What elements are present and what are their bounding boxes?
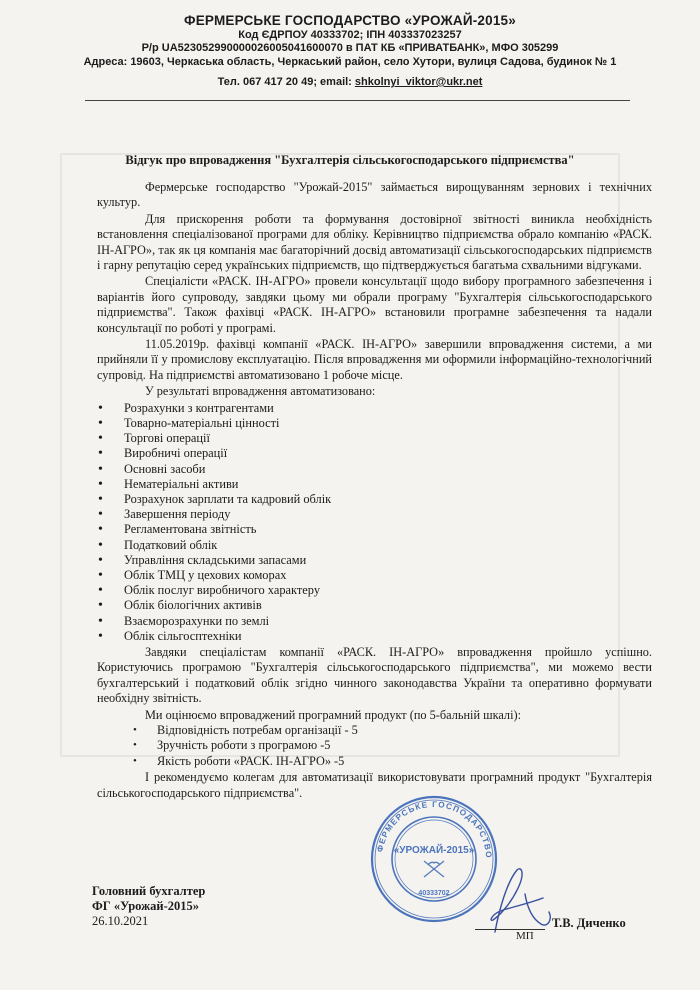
list-item: • Розрахунок зарплати та кадровий облік bbox=[120, 492, 652, 507]
list-item: • Облік послуг виробничого характеру bbox=[120, 583, 652, 598]
stamp-outer-text: ФЕРМЕРСЬКЕ ГОСПОДАРСТВО bbox=[375, 799, 494, 860]
paragraph: 11.05.2019р. фахівці компанії «РАСК. ІН-АГРО» завершили впровадження системи, а ми прийняли її у промислову експлуатацію. Після впровадження ми оформили інформаційно-технологічний супровід. На підприємстві автоматизовано 1 робоче місце. bbox=[97, 337, 652, 382]
list-item: • Облік біологічних активів bbox=[120, 598, 652, 613]
contact-line bbox=[0, 76, 700, 88]
list-item: • Управління складськими запасами bbox=[120, 553, 652, 568]
list-item: • Регламентована звітність bbox=[120, 522, 652, 537]
signer-position: Головний бухгалтер bbox=[92, 884, 206, 898]
paragraph: Для прискорення роботи та формування достовірної звітності виникла необхідність встановлення спеціалізованої програми для обліку. Керівництво підприємства обрало компанію «РАСК. ІН-АГРО», так як ця компанія має багаторічний досвід автоматизації сільськогосподарських підприємств і гарну репутацію серед українських підприємств, що підтверджується багатьма схвальними відгуками. bbox=[97, 211, 652, 273]
list-item: • Облік сільгосптехніки bbox=[120, 629, 652, 644]
recommendation: І рекомендуємо колегам для автоматизації використовувати програмний продукт "Бухгалтерія сільськогосподарського підприємства". bbox=[97, 770, 652, 800]
document-title: Відгук про впровадження "Бухгалтерія сільськогосподарського підприємства" bbox=[125, 153, 575, 167]
phone-text: Тел. 067 417 20 49; email: bbox=[217, 76, 355, 88]
signature-block bbox=[92, 884, 205, 929]
list-item: • Облік ТМЦ у цехових коморах bbox=[120, 568, 652, 583]
company-codes: Код ЄДРПОУ 40333702; ІПН 403337023257 bbox=[238, 29, 462, 41]
list-item: • Завершення періоду bbox=[120, 507, 652, 522]
rating-item: • Якість роботи «РАСК. ІН-АГРО» -5 bbox=[157, 754, 652, 769]
signer-organization: ФГ «Урожай-2015» bbox=[92, 899, 200, 913]
signer-name: Т.В. Диченко bbox=[552, 916, 626, 930]
document-date: 26.10.2021 bbox=[92, 914, 149, 928]
ratings-list bbox=[97, 723, 652, 769]
document-body bbox=[97, 180, 652, 801]
letterhead-divider bbox=[85, 100, 630, 101]
email-link: shkolnyi_viktor@ukr.net bbox=[354, 76, 483, 88]
list-item: • Виробничі операції bbox=[120, 446, 652, 461]
list-item: • Розрахунки з контрагентами bbox=[120, 401, 652, 416]
letterhead bbox=[0, 13, 700, 88]
list-item: • Взаєморозрахунки по землі bbox=[120, 614, 652, 629]
paragraph: Фермерське господарство "Урожай-2015" займається вирощуванням зернових і технічних культур. bbox=[97, 180, 652, 210]
list-item: • Торгові операції bbox=[120, 431, 652, 446]
bank-details: Р/р UA523052990000026005041600070 в ПАТ КБ «ПРИВАТБАНК», МФО 305299 bbox=[141, 42, 559, 54]
list-item: • Податковий облік bbox=[120, 538, 652, 553]
list-item: • Нематеріальні активи bbox=[120, 477, 652, 492]
company-address: Адреса: 19603, Черкаська область, Черкаський район, село Хутори, вулиця Садова, будинок № 1 bbox=[83, 56, 617, 68]
handwritten-signature bbox=[455, 860, 565, 940]
automated-areas-list bbox=[97, 401, 652, 644]
paragraph: Завдяки спеціалістам компанії «РАСК. ІН-АГРО» впровадження пройшло успішно. Користуючись програмою "Бухгалтерія сільськогосподарського підприємства", ми можемо вести бухгалтерський і податковий облік згідно чинного законодавства України та оперативно формувати необхідну звітність. bbox=[97, 644, 652, 706]
company-name: ФЕРМЕРСЬКЕ ГОСПОДАРСТВО «УРОЖАЙ-2015» bbox=[184, 13, 516, 28]
stamp-center-text: «УРОЖАЙ-2015» bbox=[393, 845, 475, 856]
stamp-place-label: МП bbox=[516, 930, 534, 942]
list-item: • Основні засоби bbox=[120, 462, 652, 477]
wheat-icon bbox=[424, 861, 444, 877]
stamp-code: 40333702 bbox=[418, 890, 450, 897]
rating-item: • Відповідність потребам організації - 5 bbox=[157, 723, 652, 738]
list-item: • Товарно-матеріальні цінності bbox=[120, 416, 652, 431]
rating-item: • Зручність роботи з програмою -5 bbox=[157, 738, 652, 753]
rating-intro: Ми оцінюємо впроваджений програмний продукт (по 5-бальній шкалі): bbox=[145, 707, 521, 722]
signature-line bbox=[475, 929, 545, 930]
paragraph: Спеціалісти «РАСК. ІН-АГРО» провели консультації щодо вибору програмного забезпечення і варіантів його супроводу, завдяки цьому ми обрали програму "Бухгалтерія сільськогосподарського підприємства". Також фахівці «РАСК. ІН-АГРО» встановили програмне забезпечення та надали консультації по роботі у програмі. bbox=[97, 274, 652, 335]
list-intro: У результаті впровадження автоматизовано: bbox=[145, 384, 376, 399]
